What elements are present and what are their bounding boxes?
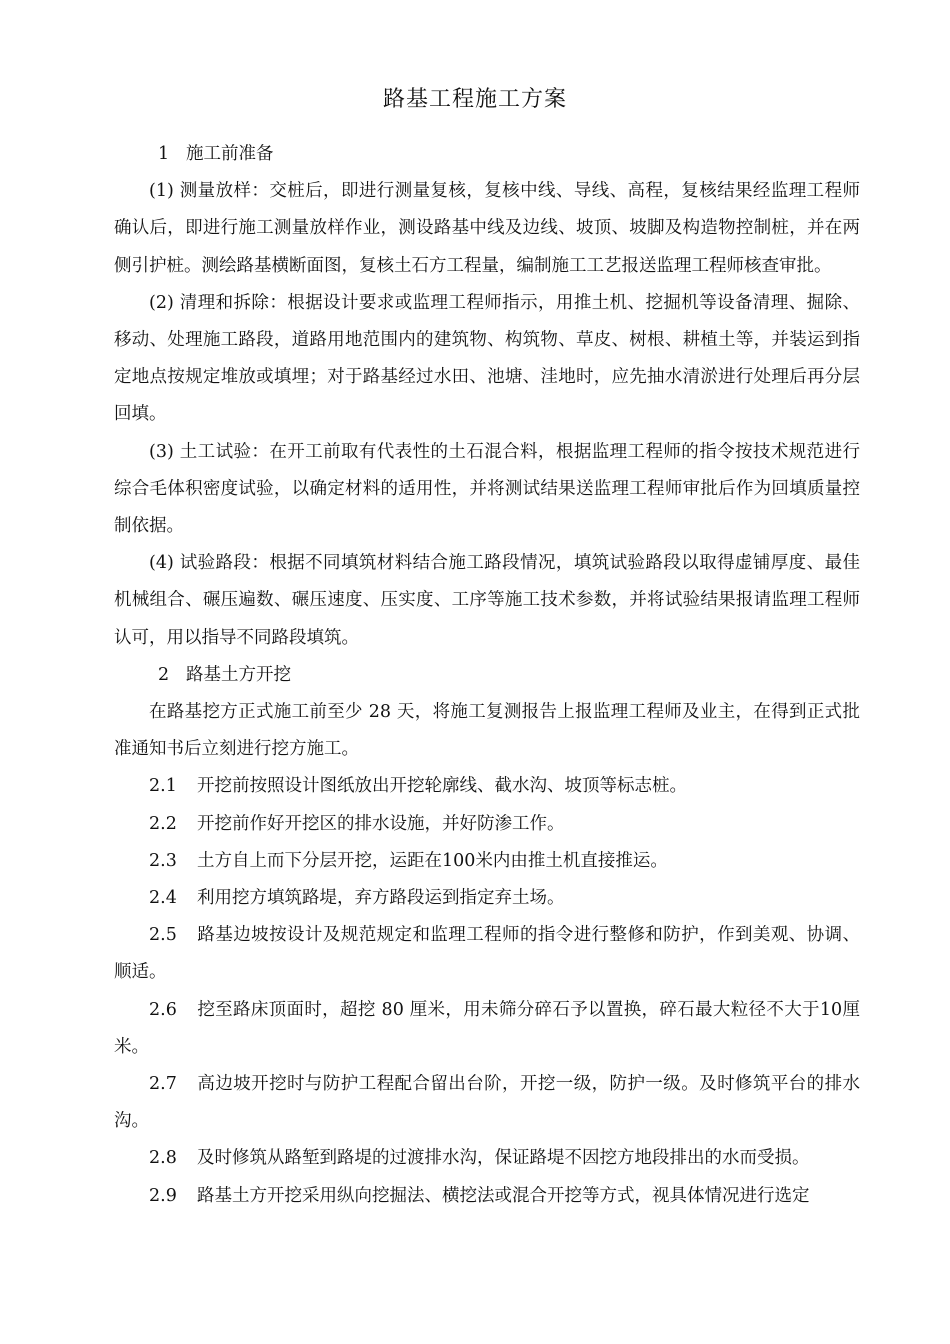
list-item	[114, 843, 860, 880]
paragraph: 在路基挖方正式施工前至少 28 天，将施工复测报告上报监理工程师及业主，在得到正式批准通知书后立刻进行挖方施工。	[114, 702, 860, 760]
item-number: 2.5	[149, 925, 177, 946]
item-text: 开挖前按照设计图纸放出开挖轮廓线、截水沟、坡顶等标志桩。	[197, 776, 687, 797]
list-item	[114, 1066, 860, 1140]
paragraph: (1) 测量放样：交桩后，即进行测量复核，复核中线、导线、高程，复核结果经监理工程师确认后，即进行施工测量放样作业，测设路基中线及边线、坡顶、坡脚及构造物控制桩，并在两侧引护桩。测绘路基横断面图，复核土石方工程量，编制施工工艺报送监理工程师核查审批。	[114, 181, 860, 276]
section-number: 1	[158, 144, 170, 164]
item-text: 高边坡开挖时与防护工程配合留出台阶，开挖一级，防护一级。及时修筑平台的排水沟。	[114, 1074, 860, 1132]
item-text: 及时修筑从路堑到路堤的过渡排水沟，保证路堤不因挖方地段排出的水而受损。	[197, 1148, 810, 1169]
list-item	[114, 880, 860, 917]
section-title: 路基土方开挖	[186, 664, 291, 685]
item-text: 挖至路床顶面时，超挖 80 厘米，用未筛分碎石予以置换，碎石最大粒径不大于10厘米。	[114, 999, 860, 1057]
item-number: 2.2	[149, 813, 177, 834]
paragraph: (4) 试验路段：根据不同填筑材料结合施工路段情况，填筑试验路段以取得虚铺厚度、最佳机械组合、碾压遍数、碾压速度、压实度、工序等施工技术参数，并将试验结果报请监理工程师认可，用以指导不同路段填筑。	[114, 553, 860, 648]
list-item	[114, 992, 860, 1066]
paragraph: (2) 清理和拆除：根据设计要求或监理工程师指示，用推土机、挖掘机等设备清理、掘除、移动、处理施工路段，道路用地范围内的建筑物、构筑物、草皮、树根、耕植土等，并装运到指定地点按规定堆放或填埋；对于路基经过水田、池塘、洼地时，应先抽水清淤进行处理后再分层回填。	[114, 292, 860, 425]
list-item	[114, 806, 860, 843]
document-title: 路基工程施工方案	[382, 87, 567, 112]
section-title: 施工前准备	[186, 144, 274, 164]
item-text: 路基土方开挖采用纵向挖掘法、横挖法或混合开挖等方式，视具体情况进行选定	[197, 1185, 810, 1206]
item-text: 利用挖方填筑路堤，弃方路段运到指定弃土场。	[197, 888, 565, 909]
item-number: 2.7	[149, 1074, 177, 1095]
section-number: 2	[158, 664, 170, 685]
item-text: 土方自上而下分层开挖，运距在100米内由推土机直接推运。	[197, 850, 668, 871]
list-item	[114, 768, 860, 805]
item-text: 路基边坡按设计及规范规定和监理工程师的指令进行整修和防护，作到美观、协调、顺适。	[114, 925, 860, 983]
list-item	[114, 1178, 860, 1215]
item-number: 2.8	[149, 1148, 177, 1169]
item-number: 2.3	[149, 850, 177, 871]
item-number: 2.4	[149, 888, 177, 909]
item-number: 2.1	[149, 776, 177, 797]
section-heading	[114, 657, 860, 694]
item-text: 开挖前作好开挖区的排水设施，并好防渗工作。	[197, 813, 565, 834]
item-number: 2.6	[149, 999, 177, 1020]
paragraph: (3) 土工试验：在开工前取有代表性的土石混合料，根据监理工程师的指令按技术规范进行综合毛体积密度试验，以确定材料的适用性，并将测试结果送监理工程师审批后作为回填质量控制依据。	[114, 441, 860, 537]
section-heading	[114, 136, 860, 173]
list-item	[114, 1140, 860, 1177]
item-number: 2.9	[149, 1185, 177, 1206]
document-body	[114, 136, 860, 1215]
list-item	[114, 917, 860, 991]
